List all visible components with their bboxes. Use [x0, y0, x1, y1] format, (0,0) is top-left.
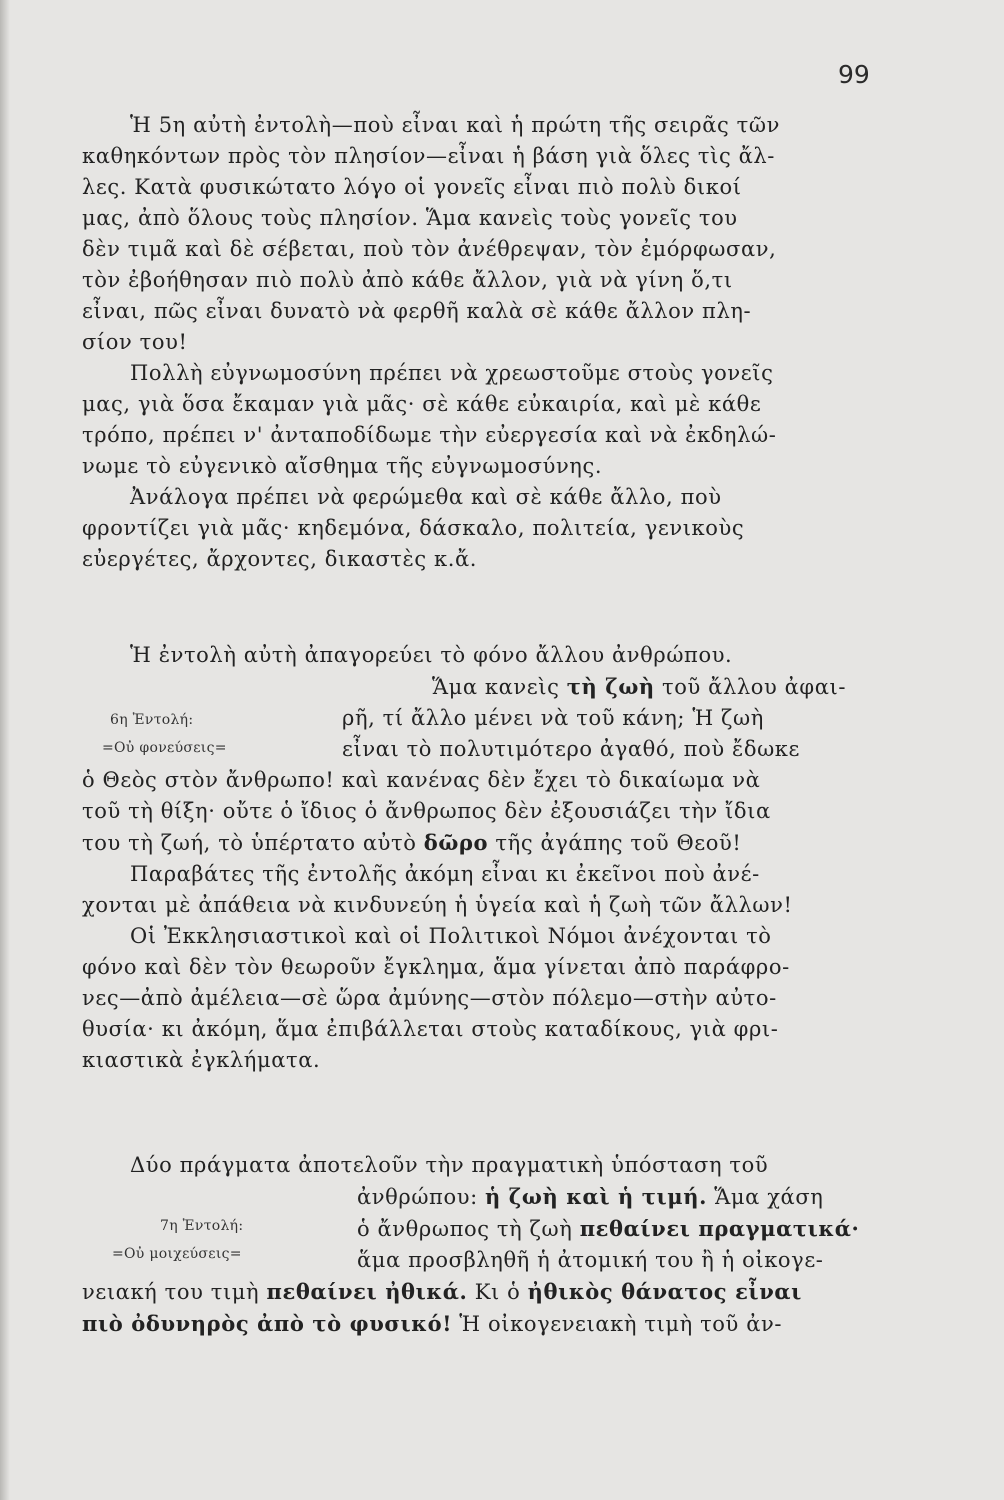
- text-line: λες. Κατὰ φυσικώτατο λόγο οἱ γονεῖς εἶναι πιὸ πολὺ δικοί: [82, 175, 742, 199]
- text-line: Ἡ ἐντολὴ αὐτὴ ἀπαγορεύει τὸ φόνο ἄλλου ἀνθρώπου.: [130, 643, 733, 667]
- text-line: χονται μὲ ἀπάθεια νὰ κινδυνεύη ἡ ὑγεία καὶ ἡ ζωὴ τῶν ἄλλων!: [82, 893, 793, 917]
- text-line: ἅμα προσβληθῆ ἡ ἀτομική του ἢ ἡ οἰκογε-: [357, 1248, 824, 1272]
- text-line: Οἱ Ἐκκλησιαστικοὶ καὶ οἱ Πολιτικοὶ Νόμοι ἀνέχονται τὸ: [130, 924, 772, 948]
- text-line: τρόπο, πρέπει ν' ἀνταποδίδωμε τὴν εὐεργεσία καὶ νὰ ἐκδηλώ-: [82, 423, 777, 447]
- text-line: σίον του!: [82, 330, 188, 354]
- text-line: Δύο πράγματα ἀποτελοῦν τὴν πραγματικὴ ὑπόσταση τοῦ: [130, 1153, 769, 1177]
- margin-note-title: 6η Ἐντολή:: [110, 712, 194, 728]
- text-segment: ὁ ἄνθρωπος τὴ ζωὴ: [357, 1217, 580, 1241]
- section-fifth-commandment: [82, 110, 902, 575]
- text-line: Ἡ 5η αὐτὴ ἐντολὴ—ποὺ εἶναι καὶ ἡ πρώτη τῆς σειρᾶς τῶν: [130, 113, 780, 137]
- text-line: ὁ Θεὸς στὸν ἄνθρωπο! καὶ κανένας δὲν ἔχει τὸ δικαίωμα νὰ: [82, 768, 761, 792]
- text-segment: Κι ὁ: [467, 1280, 528, 1304]
- text-line: ρῆ, τί ἄλλο μένει νὰ τοῦ κάνη; Ἡ ζωὴ: [342, 706, 764, 730]
- margin-note-subtitle: =Οὐ φονεύσεις=: [102, 740, 227, 756]
- text-line: νες—ἀπὸ ἀμέλεια—σὲ ὥρα ἀμύνης—στὸν πόλεμο—στὴν αὐτο-: [82, 986, 777, 1010]
- section-sixth-commandment: [82, 640, 902, 1076]
- text-line: Παραβάτες τῆς ἐντολῆς ἀκόμη εἶναι κι ἐκεῖνοι ποὺ ἀνέ-: [130, 862, 760, 886]
- text-line: [82, 1181, 902, 1213]
- emphasis-text: πεθαίνει πραγματικά·: [579, 1216, 860, 1241]
- text-line: [82, 671, 902, 703]
- text-line: [82, 1308, 902, 1340]
- text-line: [82, 827, 902, 859]
- text-line: νωμε τὸ εὐγενικὸ αἴσθημα τῆς εὐγνωμοσύνης.: [82, 454, 603, 478]
- text-segment: Ἅμα χάση: [707, 1185, 824, 1209]
- text-segment: Ἅμα κανεὶς: [432, 675, 567, 699]
- emphasis-text: πεθαίνει ἠθικά.: [266, 1279, 468, 1304]
- text-line: [82, 1276, 902, 1308]
- text-line: τοῦ τὴ θίξη· οὔτε ὁ ἴδιος ὁ ἄνθρωπος δὲν ἐξουσιάζει τὴν ἴδια: [82, 799, 771, 823]
- text-line: τὸν ἐβοήθησαν πιὸ πολὺ ἀπὸ κάθε ἄλλον, γιὰ νὰ γίνη ὅ,τι: [82, 268, 733, 292]
- emphasis-text: τὴ ζωὴ: [566, 674, 655, 699]
- page-edge-shadow: [0, 0, 10, 1500]
- text-line: κιαστικὰ ἐγκλήματα.: [82, 1048, 321, 1072]
- text-line: εἶναι, πῶς εἶναι δυνατὸ νὰ φερθῆ καλὰ σὲ κάθε ἄλλον πλη-: [82, 299, 752, 323]
- text-line: εἶναι τὸ πολυτιμότερο ἀγαθό, ποὺ ἔδωκε: [342, 737, 801, 761]
- emphasis-text: δῶρο: [423, 830, 489, 855]
- emphasis-text: πιὸ ὀδυνηρὸς ἀπὸ τὸ φυσικό!: [82, 1311, 453, 1336]
- margin-note-title: 7η Ἐντολή:: [160, 1218, 244, 1234]
- text-segment: νειακή του τιμὴ: [82, 1280, 267, 1304]
- text-line: μας, γιὰ ὅσα ἔκαμαν γιὰ μᾶς· σὲ κάθε εὐκαιρία, καὶ μὲ κάθε: [82, 392, 762, 416]
- text-line: θυσία· κι ἀκόμη, ἅμα ἐπιβάλλεται στοὺς καταδίκους, γιὰ φρι-: [82, 1017, 779, 1041]
- text-line: φροντίζει γιὰ μᾶς· κηδεμόνα, δάσκαλο, πολιτεία, γενικοὺς: [82, 516, 745, 540]
- text-segment: ἀνθρώπου:: [357, 1185, 486, 1209]
- text-segment: τοῦ ἄλλου ἀφαι-: [654, 675, 847, 699]
- section-seventh-commandment: [82, 1150, 902, 1340]
- text-line: καθηκόντων πρὸς τὸν πλησίον—εἶναι ἡ βάση γιὰ ὅλες τὶς ἄλ-: [82, 144, 775, 168]
- text-line: Ἀνάλογα πρέπει νὰ φερώμεθα καὶ σὲ κάθε ἄλλο, ποὺ: [130, 485, 722, 509]
- text-segment: του τὴ ζωή, τὸ ὑπέρτατο αὐτὸ: [82, 831, 424, 855]
- text-line: εὐεργέτες, ἄρχοντες, δικαστὲς κ.ἄ.: [82, 547, 478, 571]
- emphasis-text: ἠθικὸς θάνατος εἶναι: [527, 1279, 802, 1304]
- emphasis-text: ἡ ζωὴ καὶ ἡ τιμή.: [485, 1184, 708, 1209]
- page-number: 99: [838, 60, 870, 89]
- text-line: φόνο καὶ δὲν τὸν θεωροῦν ἔγκλημα, ἅμα γίνεται ἀπὸ παράφρο-: [82, 955, 790, 979]
- margin-note-subtitle: =Οὐ μοιχεύσεις=: [112, 1246, 242, 1262]
- text-segment: τῆς ἀγάπης τοῦ Θεοῦ!: [488, 831, 742, 855]
- text-segment: Ἡ οἰκογενειακὴ τιμὴ τοῦ ἀν-: [452, 1312, 783, 1336]
- text-line: Πολλὴ εὐγνωμοσύνη πρέπει νὰ χρεωστοῦμε στοὺς γονεῖς: [130, 361, 774, 385]
- text-line: μας, ἀπὸ ὅλους τοὺς πλησίον. Ἅμα κανεὶς τοὺς γονεῖς του: [82, 206, 738, 230]
- text-line: δὲν τιμᾶ καὶ δὲ σέβεται, ποὺ τὸν ἀνέθρεψαν, τὸν ἐμόρφωσαν,: [82, 237, 777, 261]
